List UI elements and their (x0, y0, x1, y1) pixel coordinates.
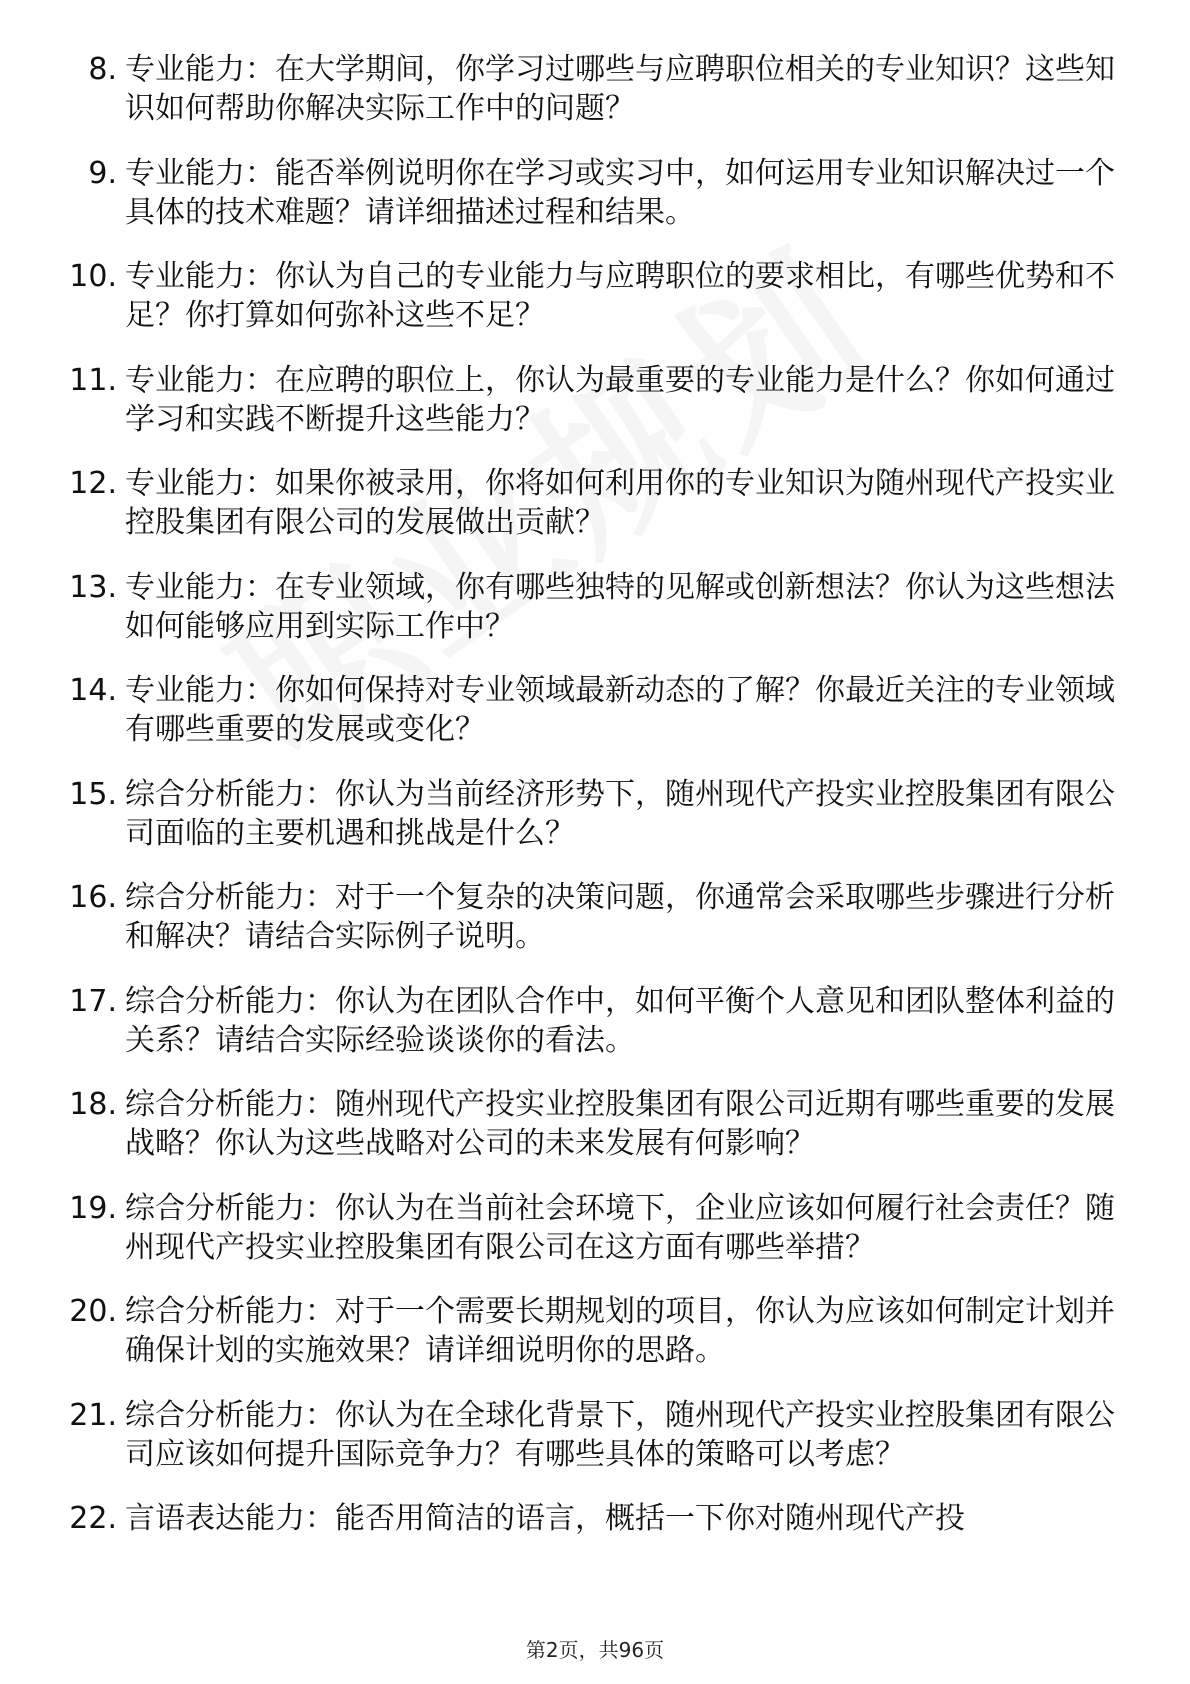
question-number: 15. (69, 776, 117, 812)
question-text: 专业能力：在应聘的职位上，你认为最重要的专业能力是什么？你如何通过学习和实践不断提升这些能力？ (125, 362, 1115, 437)
question-number: 22. (69, 1501, 117, 1536)
question-item (55, 50, 1115, 128)
question-text: 综合分析能力：对于一个复杂的决策问题，你通常会采取哪些步骤进行分析和解决？请结合实际例子说明。 (125, 880, 1115, 954)
question-number: 10. (69, 259, 117, 294)
question-text: 言语表达能力：能否用简洁的语言，概括一下你对随州现代产投 (125, 1501, 965, 1536)
question-number: 17. (69, 983, 117, 1019)
question-number: 14. (69, 673, 117, 708)
question-number: 11. (69, 362, 117, 398)
question-text: 专业能力：在专业领域，你有哪些独特的见解或创新想法？你认为这些想法如何能够应用到实际工作中？ (125, 569, 1115, 644)
question-item (55, 775, 1115, 853)
question-text: 综合分析能力：对于一个需要长期规划的项目，你认为应该如何制定计划并确保计划的实施效果？请详细说明你的思路。 (125, 1294, 1115, 1368)
question-number: 13. (69, 569, 117, 605)
question-text: 专业能力：在大学期间，你学习过哪些与应聘职位相关的专业知识？这些知识如何帮助你解决实际工作中的问题？ (125, 52, 1115, 126)
question-text: 专业能力：你认为自己的专业能力与应聘职位的要求相比，有哪些优势和不足？你打算如何弥补这些不足？ (125, 259, 1115, 333)
question-list (55, 50, 1115, 1564)
question-item (55, 1396, 1115, 1474)
question-item (55, 361, 1115, 439)
question-text: 专业能力：你如何保持对专业领域最新动态的了解？你最近关注的专业领域有哪些重要的发展或变化？ (125, 673, 1115, 747)
question-number: 20. (69, 1294, 117, 1329)
question-number: 16. (69, 880, 117, 915)
question-number: 8. (88, 52, 117, 87)
question-item (55, 878, 1115, 956)
question-number: 9. (88, 155, 117, 191)
question-text: 综合分析能力：你认为在全球化背景下，随州现代产投实业控股集团有限公司应该如何提升国际竞争力？有哪些具体的策略可以考虑？ (125, 1397, 1115, 1472)
question-text: 专业能力：如果你被录用，你将如何利用你的专业知识为随州现代产投实业控股集团有限公司的发展做出贡献？ (125, 466, 1115, 540)
question-item (55, 1292, 1115, 1370)
question-text: 综合分析能力：你认为当前经济形势下，随州现代产投实业控股集团有限公司面临的主要机遇和挑战是什么？ (125, 776, 1115, 851)
page-number-label: 第2页，共96页 (525, 1638, 665, 1662)
question-item (55, 568, 1115, 646)
question-item (55, 1499, 1115, 1538)
question-item (55, 1189, 1115, 1267)
question-text: 专业能力：能否举例说明你在学习或实习中，如何运用专业知识解决过一个具体的技术难题？请详细描述过程和结果。 (125, 155, 1115, 230)
question-item (55, 154, 1115, 232)
question-item (55, 464, 1115, 542)
question-item (55, 257, 1115, 335)
question-number: 21. (69, 1397, 117, 1433)
question-number: 18. (69, 1087, 117, 1122)
question-number: 12. (69, 466, 117, 501)
question-item (55, 1085, 1115, 1163)
question-item (55, 671, 1115, 749)
question-text: 综合分析能力：你认为在团队合作中，如何平衡个人意见和团队整体利益的关系？请结合实际经验谈谈你的看法。 (125, 983, 1115, 1058)
question-number: 19. (69, 1190, 117, 1226)
question-item (55, 982, 1115, 1060)
page-footer (0, 1634, 1190, 1663)
question-text: 综合分析能力：随州现代产投实业控股集团有限公司近期有哪些重要的发展战略？你认为这些战略对公司的未来发展有何影响？ (125, 1087, 1115, 1161)
question-text: 综合分析能力：你认为在当前社会环境下，企业应该如何履行社会责任？随州现代产投实业控股集团有限公司在这方面有哪些举措？ (125, 1190, 1115, 1265)
